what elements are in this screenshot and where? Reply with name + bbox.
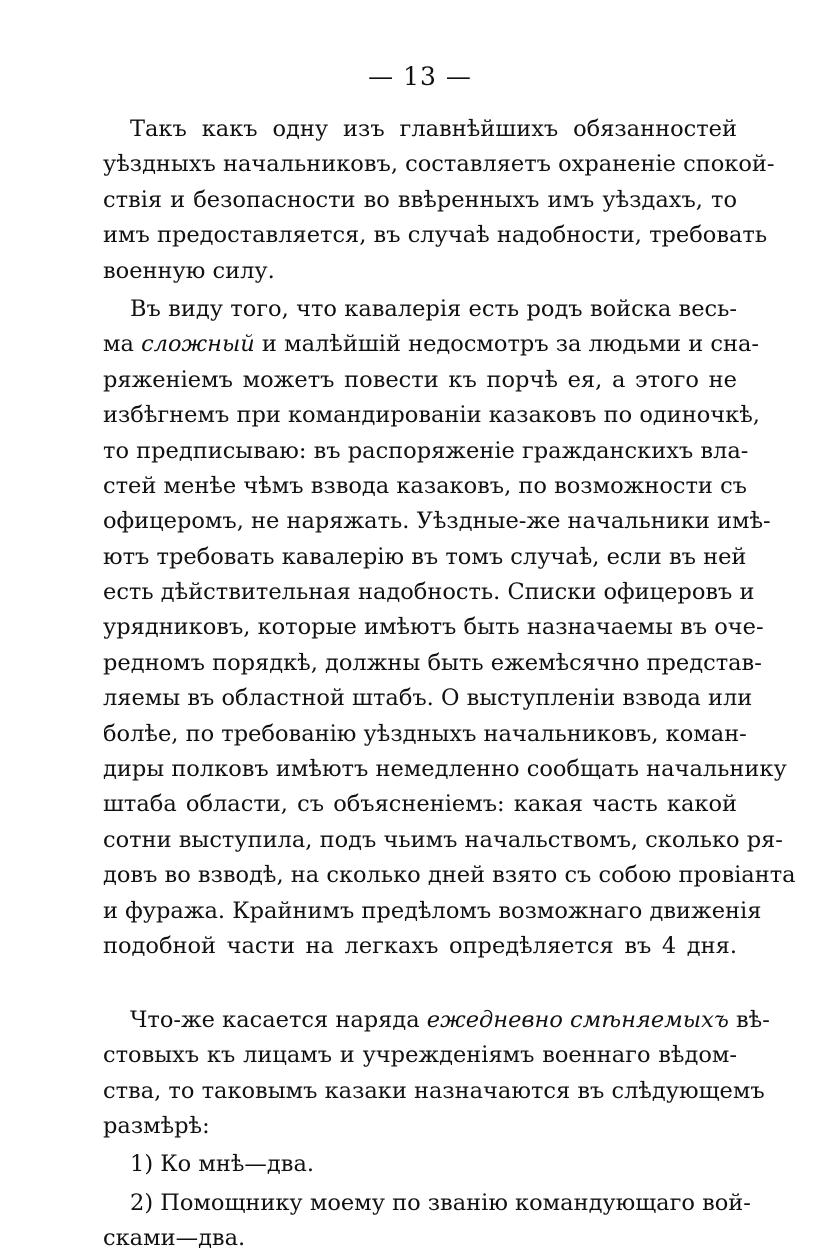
text-line: Въ виду того, что кавалерія есть родъ войска весь- bbox=[130, 295, 737, 322]
list-item-2 bbox=[103, 1186, 751, 1257]
text-line: довъ во взводѣ, на сколько дней взято съ собою провіанта bbox=[103, 862, 796, 889]
text-line bbox=[103, 964, 737, 999]
text-line: сками—два. bbox=[103, 1225, 246, 1252]
text-line: стей менѣе чѣмъ взвода казаковъ, по возможности съ bbox=[103, 472, 747, 499]
text-line: военную силу. bbox=[103, 257, 275, 284]
text-line: ютъ требовать кавалерію въ томъ случаѣ, если въ ней bbox=[103, 543, 747, 570]
text-line: и фуража. Крайнимъ предѣломъ возможнаго движенія bbox=[103, 897, 762, 924]
text-line: стовыхъ къ лицамъ и учрежденіямъ военнаго вѣдом- bbox=[103, 1042, 737, 1069]
text-line: штаба области, съ объясненіемъ: какая часть какой bbox=[103, 791, 737, 818]
text-line: ствія и безопасности во ввѣренныхъ имъ уѣздахъ, то bbox=[103, 186, 737, 213]
text-line: размѣрѣ: bbox=[103, 1112, 210, 1139]
text-run: вѣ- bbox=[728, 1006, 770, 1033]
paragraph-2 bbox=[103, 292, 796, 1000]
text-line: редномъ порядкѣ, должны быть ежемѣсячно представ- bbox=[103, 649, 762, 676]
text-line: 2) Помощнику моему по званію командующаго вой- bbox=[130, 1189, 751, 1216]
text-line: ряженіемъ можетъ повести къ порчѣ ея, а этого не bbox=[103, 366, 737, 393]
text-run: и малѣйшій недосмотръ за людьми и сна- bbox=[254, 331, 760, 358]
text-run: Что-же касается наряда bbox=[130, 1006, 427, 1033]
text-line: подобной части на легкахъ опредѣляется въ 4 дня. bbox=[103, 932, 737, 959]
text-line bbox=[103, 1003, 770, 1038]
text-run: ма bbox=[103, 331, 142, 358]
list-item-1 bbox=[103, 1147, 737, 1182]
text-line: сотни выступила, подъ чьимъ начальствомъ, сколько ря- bbox=[103, 826, 783, 853]
page-number: — 13 — bbox=[368, 62, 472, 91]
text-line: болѣе, по требованію уѣздныхъ начальниковъ, коман- bbox=[103, 720, 747, 747]
text-line: ства, то таковымъ казаки назначаются въ слѣдующемъ bbox=[103, 1077, 765, 1104]
body-text bbox=[103, 112, 796, 1257]
text-line: офицеромъ, не наряжать. Уѣздные-же начальники имѣ- bbox=[103, 508, 771, 535]
text-line: избѣгнемъ при командированіи казаковъ по одиночкѣ, bbox=[103, 402, 760, 429]
text-line: Такъ какъ одну изъ главнѣйшихъ обязанностей bbox=[130, 116, 737, 142]
italic-emphasis: сложный bbox=[141, 331, 255, 358]
text-line: урядниковъ, которые имѣютъ быть назначаемы въ оче- bbox=[103, 614, 764, 641]
text-line: есть дѣйствительная надобность. Списки офицеровъ и bbox=[103, 579, 755, 606]
italic-emphasis: ежедневно смѣняемыхъ bbox=[426, 1006, 729, 1033]
text-line: то предписываю: въ распоряженіе гражданскихъ вла- bbox=[103, 437, 749, 464]
text-line: ляемы въ областной штабъ. О выступленіи взвода или bbox=[103, 685, 753, 712]
text-line: уѣздныхъ начальниковъ, составляетъ охраненіе спокой- bbox=[103, 151, 775, 178]
text-line: 1) Ко мнѣ—два. bbox=[130, 1151, 315, 1178]
text-line: диры полковъ имѣютъ немедленно сообщать начальнику bbox=[103, 756, 787, 783]
text-line: имъ предоставляется, въ случаѣ надобности, требовать bbox=[103, 222, 768, 249]
paragraph-1 bbox=[103, 112, 775, 289]
paragraph-3 bbox=[103, 1003, 770, 1145]
text-line bbox=[103, 327, 760, 362]
